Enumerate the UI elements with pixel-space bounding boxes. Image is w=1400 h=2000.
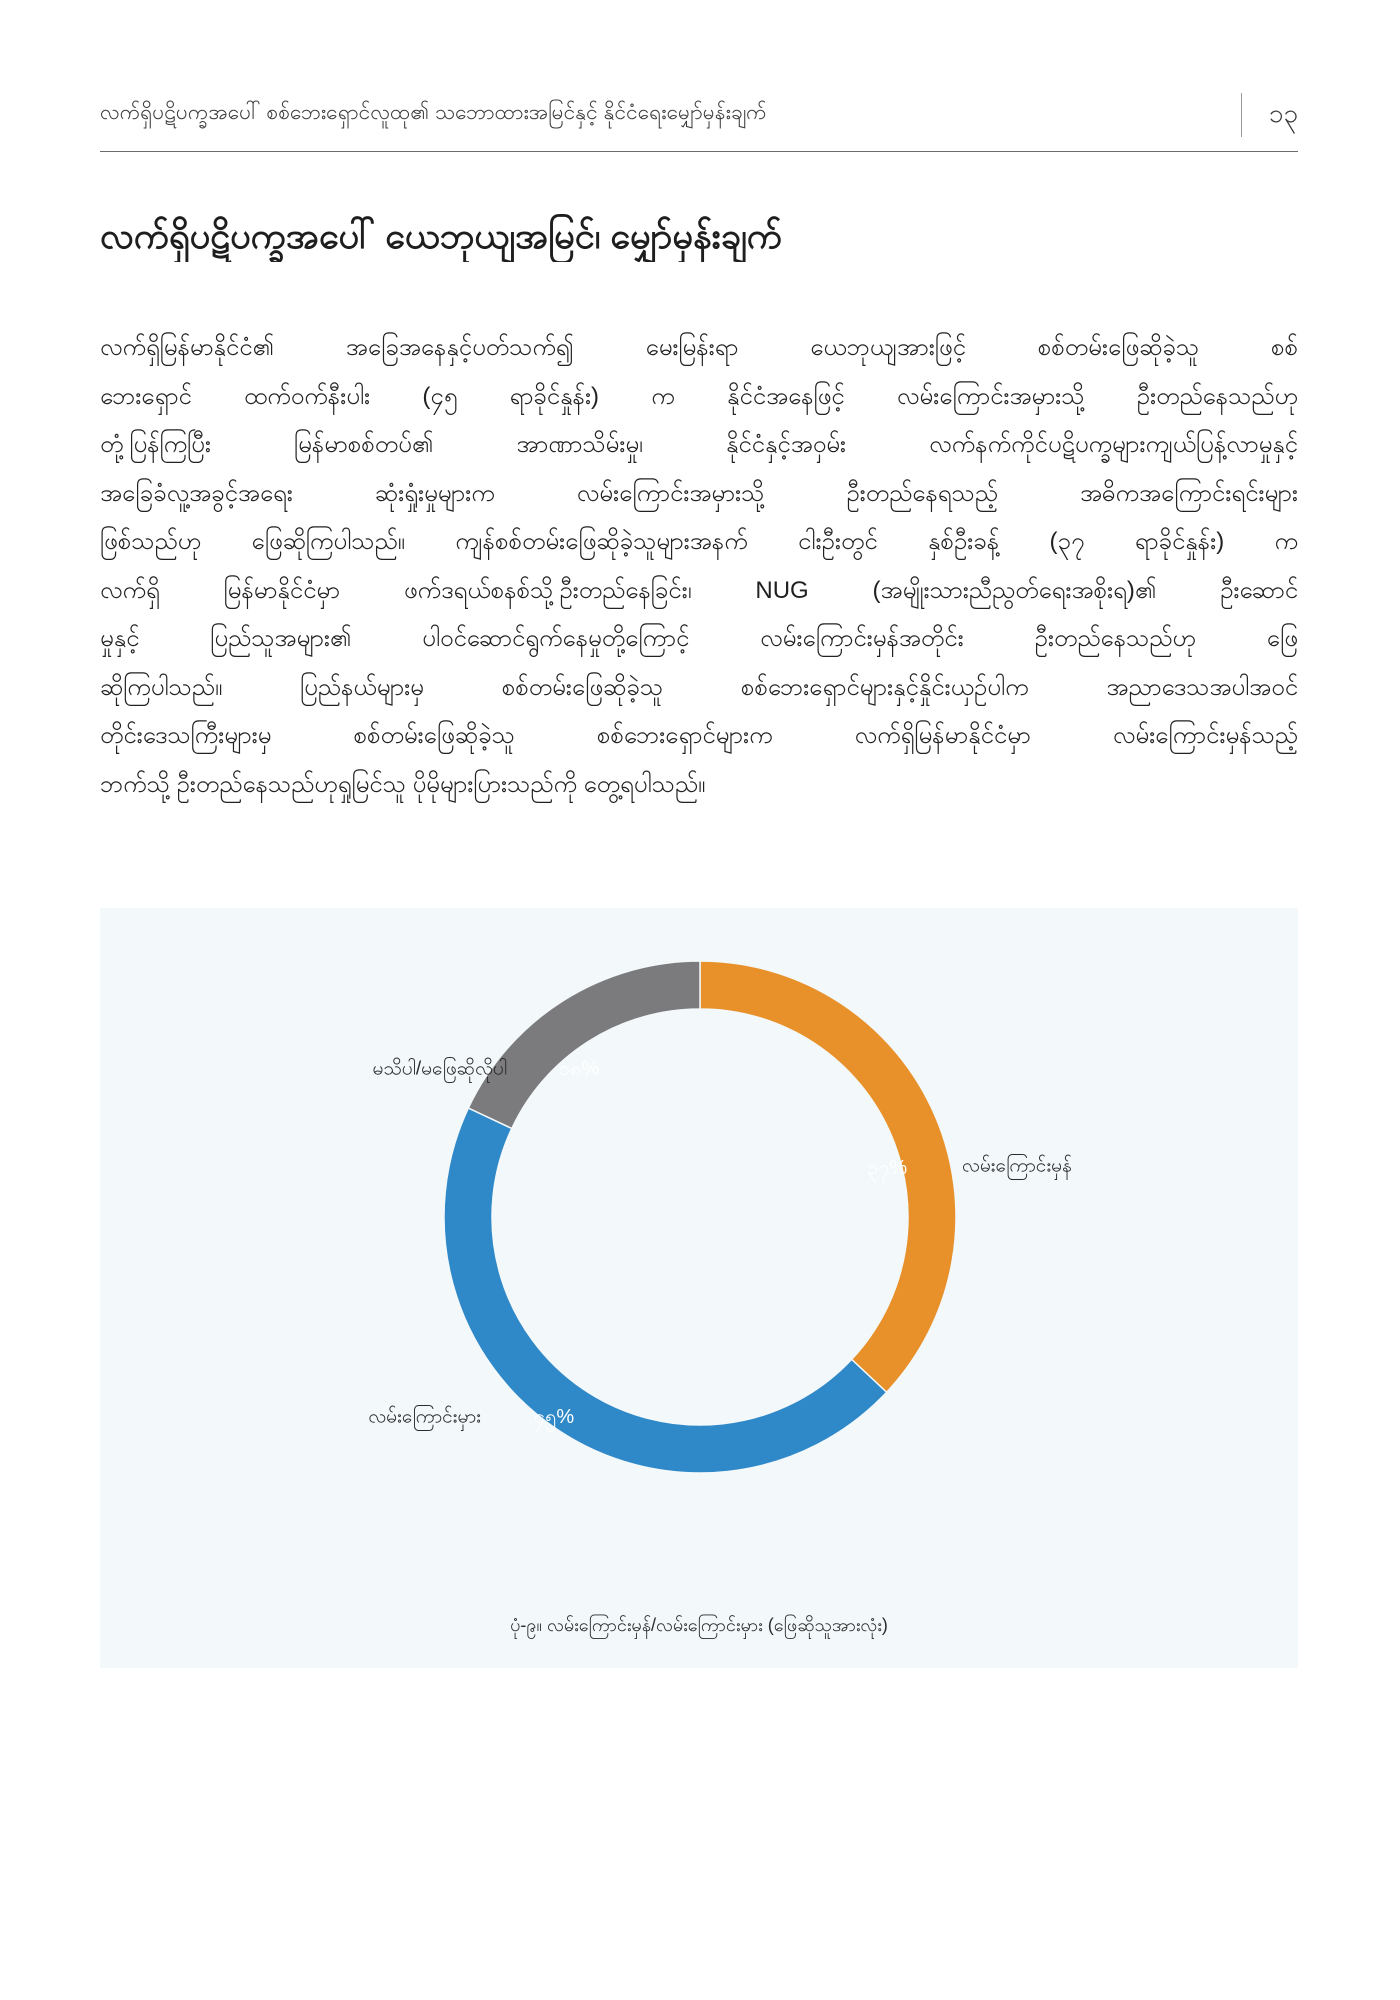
value-label-dont-know: ၁၈% [558,1058,600,1080]
body-line: အခြေခံလူ့အခွင့်အရေး ဆုံးရှုံးမှုများက လမ်းကြောင်းအမှားသို့ ဦးတည်နေရသည့် အဓိကအကြောင်းရင်းများ [100,479,1298,507]
body-line: တိုင်းဒေသကြီးများမှ စစ်တမ်းဖြေဆိုခဲ့သူ စစ်ဘေးရှောင်များက လက်ရှိမြန်မာနိုင်ငံမှာ လမ်းကြောင်းမှန်သည့် [100,722,1298,749]
donut-chart [100,908,1298,1668]
body-line: လက်ရှိ မြန်မာနိုင်ငံမှာ ဖက်ဒရယ်စနစ်သို့ဦးတည်နေခြင်း၊ NUG (အမျိုးသားညီညွတ်ရေးအစိုးရ)၏ ဦးဆောင် [100,576,1298,604]
body-line: ဖြစ်သည်ဟု ဖြေဆိုကြပါသည်။ ကျန်စစ်တမ်းဖြေဆိုခဲ့သူများအနက် ငါးဦးတွင် နှစ်ဦးခန့် (၃၇ ရာခိုင်နှုန်း) က [100,528,1298,555]
body-line: ဘေးရှောင် ထက်ဝက်နီးပါး (၄၅ ရာခိုင်နှုန်း) က နိုင်ငံအနေဖြင့် လမ်းကြောင်းအမှားသို့ ဦးတည်နေသည်ဟု [100,382,1298,410]
body-line: မှုနှင့် ပြည်သူအများ၏ ပါဝင်ဆောင်ရွက်နေမှုတို့ကြောင့် လမ်းကြောင်းမှန်အတိုင်း ဦးတည်နေသည်ဟု ဖြေ [100,625,1298,652]
header-rule [100,151,1298,152]
running-header-title: လက်ရှိပဋိပက္ခအပေါ် စစ်ဘေးရှောင်လူထု၏ သဘောထားအမြင်နှင့် နိုင်ငံရေးမျှော်မှန်းချက် [100,101,767,124]
chart-panel [100,908,1298,1668]
section-title: လက်ရှိပဋိပက္ခအပေါ် ယေဘုယျအမြင်၊ မျှော်မှန်းချက် [100,215,782,256]
value-label-wrong-direction: ၄၅% [533,1406,575,1428]
header-divider [1241,93,1242,137]
body-line: ဘက်သို့ ဦးတည်နေသည်ဟုရှုမြင်သူ ပိုမိုများပြားသည်ကို တွေ့ရပါသည်။ [100,770,706,798]
category-label-correct-direction: လမ်းကြောင်းမှန် [962,1155,1072,1177]
body-line: ဆိုကြပါသည်။ ပြည်နယ်များမှ စစ်တမ်းဖြေဆိုခဲ့သူ စစ်ဘေးရှောင်များနှင့်နှိုင်းယှဉ်ပါက အညာဒေသအပါအဝင် [100,673,1298,701]
donut-slice-correct-direction [700,961,956,1392]
body-paragraph [100,324,1298,809]
category-label-dont-know: မသိပါ/မဖြေဆိုလိုပါ [372,1058,507,1080]
category-label-wrong-direction: လမ်းကြောင်းမှား [368,1406,481,1428]
donut-slice-dont-know [468,961,700,1128]
body-line: လက်ရှိမြန်မာနိုင်ငံ၏ အခြေအနေနှင့်ပတ်သက်၍ မေးမြန်းရာ ယေဘုယျအားဖြင့် စစ်တမ်းဖြေဆိုခဲ့သူ စစ် [100,334,1298,361]
donut-slice-wrong-direction [444,1108,887,1473]
value-label-correct-direction: ၃၇% [866,1157,908,1179]
page-number: ၁၃ [1268,98,1298,128]
figure-caption: ပုံ-၉။ လမ်းကြောင်းမှန်/လမ်းကြောင်းမှား (ဖြေဆိုသူအားလုံး) [510,1615,888,1635]
body-line: တုံ့ပြန်ကြပြီး မြန်မာစစ်တပ်၏ အာဏာသိမ်းမှု၊ နိုင်ငံနှင့်အဝှမ်း လက်နက်ကိုင်ပဋိပက္ခများကျယ်ပြန့်လာမှုနှင့် [100,431,1298,458]
